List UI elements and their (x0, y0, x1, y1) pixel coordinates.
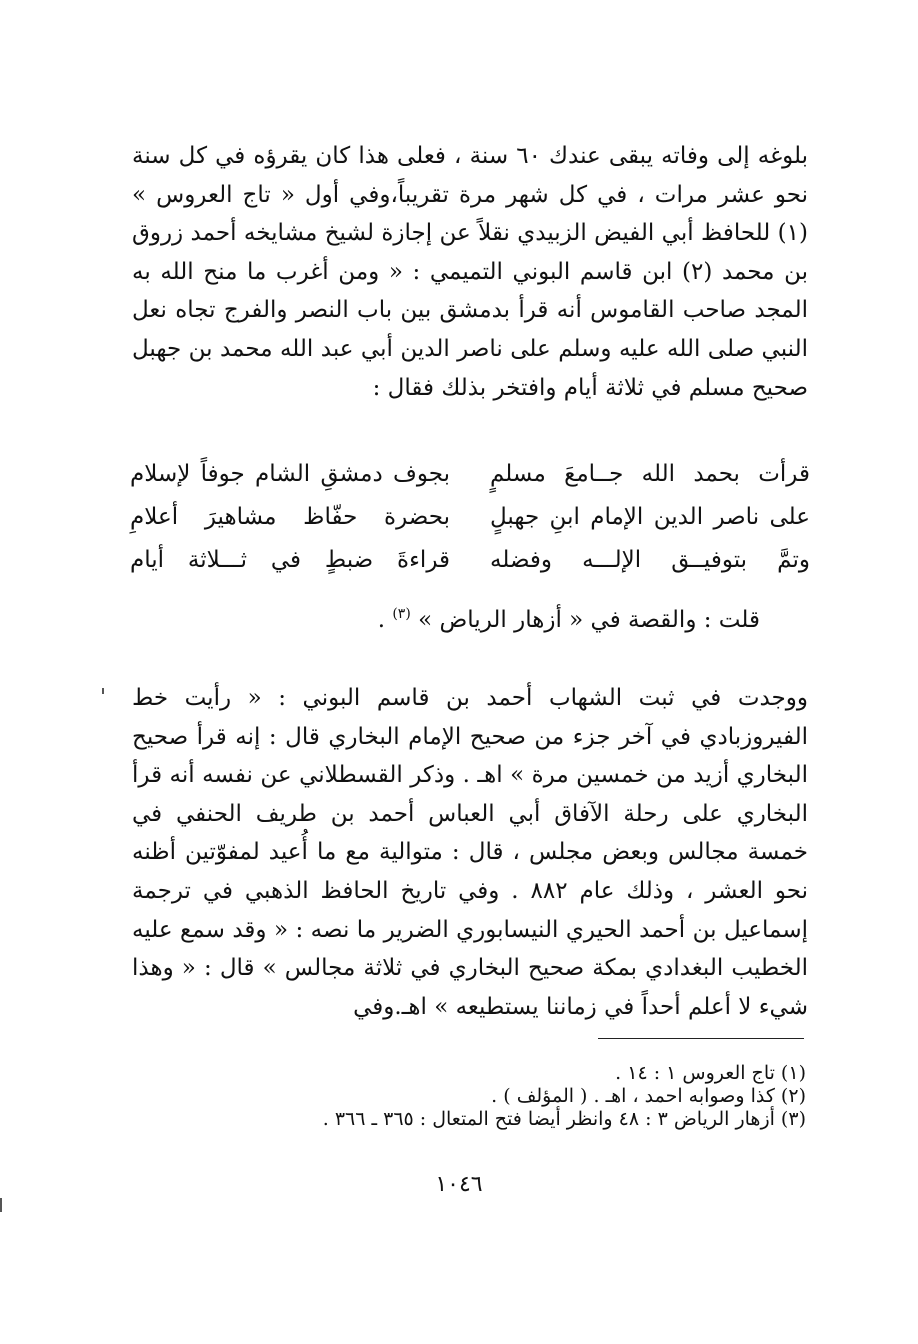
verse-second-hemistich: بحضرة حفّاظ مشاهيرَ أعلامِ (130, 503, 450, 530)
verse-second-hemistich: بجوف دمشقِ الشام جوفاً لإسلام (130, 460, 450, 487)
footnotes (106, 1062, 806, 1131)
footnote-2: (٢) كذا وصوابه احمد ، اهـ . ( المؤلف ) . (491, 1085, 806, 1107)
page-number: ١٠٤٦ (435, 1172, 483, 1197)
poem-verse (130, 538, 810, 581)
scan-edge-mark (0, 1198, 2, 1212)
scan-speck (102, 688, 104, 694)
poem-verse (130, 452, 810, 495)
qult-text: قلت : والقصة في « أزهار الرياض » (418, 607, 760, 633)
verse-first-hemistich: على ناصر الدين الإمام ابنِ جهبلٍ (490, 503, 810, 530)
footnote-3: (٣) أزهار الرياض ٣ : ٤٨ وانظر أيضا فتح المتعال : ٣٦٥ ـ ٣٦٦ . (322, 1108, 806, 1130)
verse-first-hemistich: قرأت بحمد الله جــامعَ مسلمٍ (490, 460, 810, 487)
paragraph-2-text: ووجدت في ثبت الشهاب أحمد بن قاسم البوني : « رأيت خط الفيروزبادي في آخر جزء من صحيح الإمام البخاري قال : إنه قرأ صحيح البخاري أزيد من خمسين مرة » اهـ . وذكر القسطلاني عن نفسه أنه قرأ البخاري على رحلة الآفاق أبي العباس أحمد بن طريف الحنفي في خمسة مجالس وبعض مجلس ، قال : متوالية مع ما أُعيد لمفوّتين أظنه نحو العشر ، وذلك عام ٨٨٢ . وفي تاريخ الحافظ الذهبي في ترجمة إسماعيل بن أحمد الحيري النيسابوري الضرير ما نصه : « وقد سمع عليه الخطيب البغدادي بمكة صحيح البخاري في ثلاثة مجالس » قال : « وهذا شيء لا أعلم أحداً في زماننا يستطيعه » اهـ.وفي (132, 685, 808, 1020)
verse-first-hemistich: وتمَّ بتوفيــق الإلـــه وفضله (490, 546, 810, 573)
verse-second-hemistich: قراءةَ ضبطٍ في ثـــلاثة أيام (130, 546, 450, 573)
paragraph-1-text: بلوغه إلى وفاته يبقى عندك ٦٠ سنة ، فعلى هذا كان يقرؤه في كل سنة نحو عشر مرات ، في كل شهر مرة تقريباً،وفي أول « تاج العروس » (١) للحافظ أبي الفيض الزبيدي نقلاً عن إجازة لشيخ مشايخه أحمد زروق بن محمد (٢) ابن قاسم البوني التميمي : « ومن أغرب ما منح الله به المجد صاحب القاموس أنه قرأ بدمشق بين باب النصر والفرج تجاه نعل النبي صلى الله عليه وسلم على ناصر الدين أبي عبد الله محمد بن جهبل صحيح مسلم في ثلاثة أيام وافتخر بذلك فقال : (132, 143, 809, 401)
qult-line (378, 606, 760, 633)
paragraph-1 (132, 137, 808, 407)
qult-end: . (377, 607, 386, 633)
footnote-ref-3: (٣) (392, 606, 411, 622)
footnote-1: (١) تاج العروس ١ : ١٤ . (615, 1062, 806, 1084)
footnote-separator (598, 1038, 804, 1039)
paragraph-2 (132, 679, 808, 1026)
poem-verse (130, 495, 810, 538)
poem (130, 452, 810, 581)
